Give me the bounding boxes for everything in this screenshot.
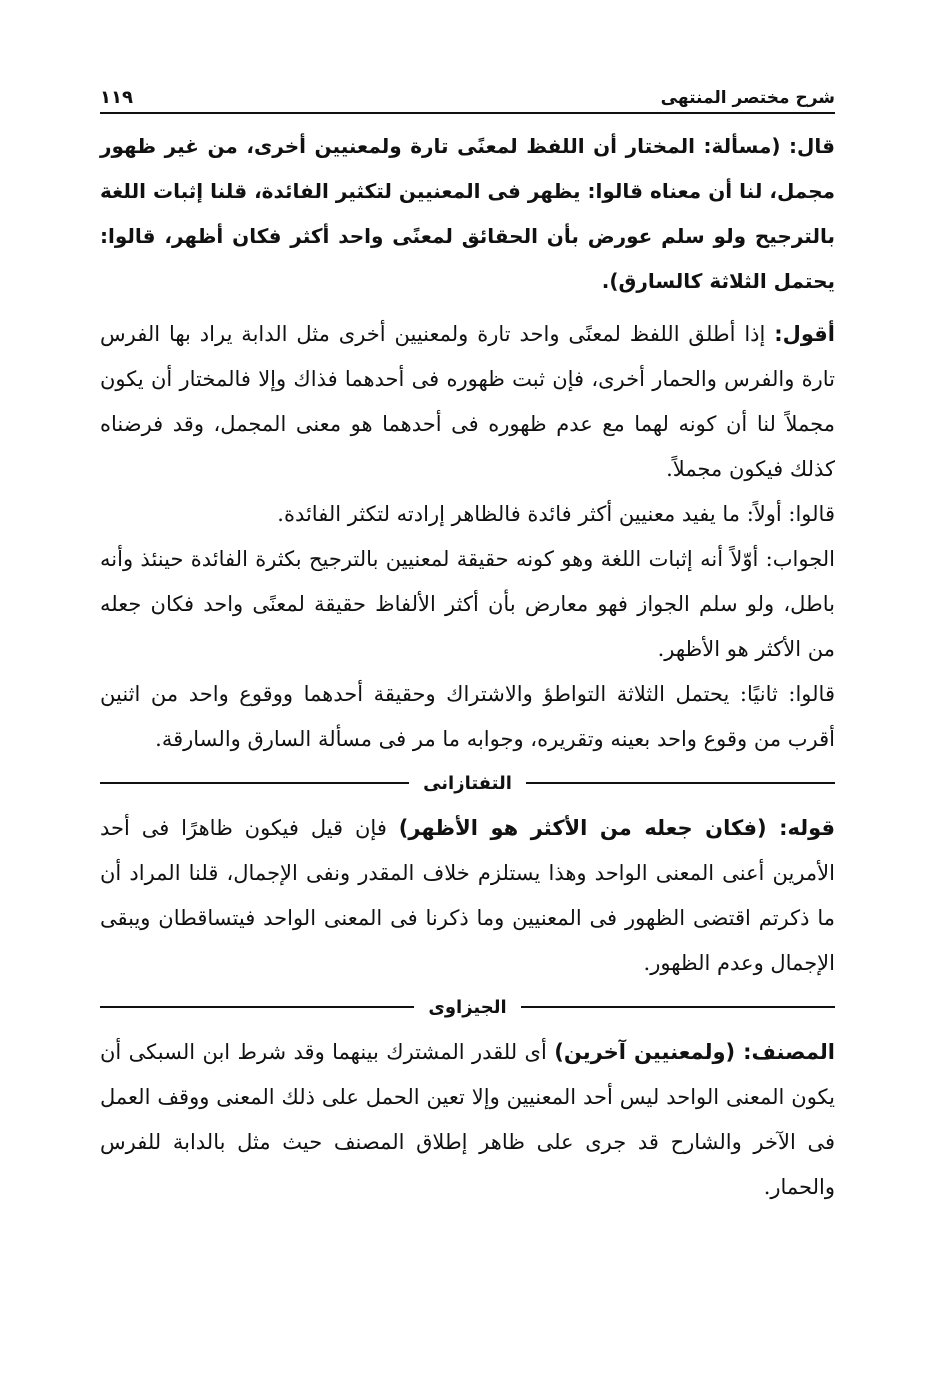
jizawi-paragraph: [100, 1030, 835, 1210]
section-divider-taftazani: [100, 766, 835, 800]
taftazani-block: [100, 806, 835, 986]
jizawi-lead: المصنف: (ولمعنيين آخرين): [554, 1040, 835, 1064]
section-heading-taftazani: التفتازانى: [423, 772, 512, 794]
sharh-lead: أقول:: [774, 322, 835, 346]
taftazani-paragraph: [100, 806, 835, 986]
page-content: [100, 70, 835, 1210]
sharh-paragraph-1-text: إذا أطلق اللفظ لمعنًى واحد تارة ولمعنيين أخرى مثل الدابة يراد بها الفرس تارة والفرس والحمار أخرى، فإن ثبت ظهوره فى أحدهما فذاك وإلا فالمختار أن يكون مجملاً لنا أن كونه لهما مع عدم ظهوره فى أحدهما هو معنى المجمل، وقد فرضناه كذلك فيكون مجملاً.: [100, 322, 835, 481]
divider-rule: [526, 782, 835, 784]
matn-block: [100, 124, 835, 304]
section-divider-jizawi: [100, 990, 835, 1024]
sharh-block: [100, 312, 835, 762]
running-title: شرح مختصر المنتهى: [660, 88, 835, 108]
jizawi-block: [100, 1030, 835, 1210]
taftazani-lead: قوله: (فكان جعله من الأكثر هو الأظهر): [398, 816, 836, 840]
page-number: ١١٩: [100, 87, 133, 108]
sharh-paragraph-2: قالوا: أولاً: ما يفيد معنيين أكثر فائدة فالظاهر إرادته لتكثر الفائدة.: [277, 502, 835, 526]
matn-paragraph: قال: (مسألة: المختار أن اللفظ لمعنًى تارة ولمعنيين أخرى، من غير ظهور مجمل، لنا أن معناه قالوا: يظهر فى المعنيين لتكثير الفائدة، قلنا إثبات اللغة بالترجيح ولو سلم عورض بأن الحقائق لمعنًى واحد أكثر فكان أظهر، قالوا: يحتمل الثلاثة كالسارق).: [100, 134, 835, 293]
sharh-paragraph-1: [100, 312, 835, 492]
divider-rule: [100, 1006, 414, 1008]
sharh-paragraph-3: الجواب: أوّلاً أنه إثبات اللغة وهو كونه حقيقة لمعنيين بالترجيح بكثرة الفائدة حينئذ وأنه باطل، ولو سلم الجواز فهو معارض بأن أكثر الألفاظ حقيقة لمعنًى واحد فكان جعله من الأكثر هو الأظهر.: [100, 547, 835, 661]
jizawi-text: أى للقدر المشترك بينهما وقد شرط ابن السبكى أن يكون المعنى الواحد ليس أحد المعنيين وإلا تعين الحمل على ذلك المعنى ووقف العمل فى الآخر والشارح قد جرى على ظاهر إطلاق المصنف حيث مثل بالدابة للفرس والحمار.: [100, 1040, 835, 1199]
taftazani-text: فإن قيل فيكون ظاهرًا فى أحد الأمرين أعنى المعنى الواحد وهذا يستلزم خلاف المقدر ونفى الإجمال، قلنا المراد أن ما ذكرتم اقتضى الظهور فى المعنيين وما ذكرنا فى المعنى الواحد فيتساقطان ويبقى الإجمال وعدم الظهور.: [100, 816, 835, 975]
sharh-paragraph-4: قالوا: ثانيًا: يحتمل الثلاثة التواطؤ والاشتراك وحقيقة أحدهما ووقوع واحد من اثنين أقرب من وقوع واحد بعينه وتقريره، وجوابه ما مر فى مسألة السارق والسارقة.: [100, 682, 835, 751]
section-heading-jizawi: الجيزاوى: [428, 996, 507, 1018]
divider-rule: [100, 782, 409, 784]
running-header: [100, 70, 835, 114]
divider-rule: [521, 1006, 835, 1008]
